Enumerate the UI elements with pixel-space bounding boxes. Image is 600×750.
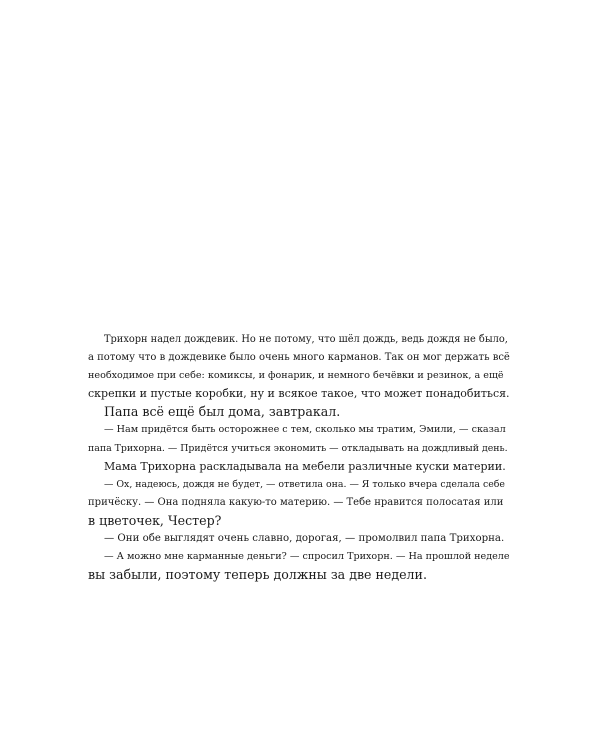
- text-line: папа Трихорна. — Придётся учиться экономить — откладывать на дождливый день.: [88, 442, 508, 454]
- text-line: скрепки и пустые коробки, ну и всякое такое, что может понадобиться.: [88, 387, 510, 401]
- text-line: причёску. — Она подняла какую-то материю. — Тебе нравится полосатая или: [88, 496, 504, 508]
- paragraph: [88, 530, 510, 548]
- text-line: вы забыли, поэтому теперь должны за две недели.: [88, 567, 427, 583]
- paragraph: [88, 421, 510, 457]
- paragraph: [88, 548, 510, 584]
- text-line: — А можно мне карманные деньги? — спросил Трихорн. — На прошлой неделе: [104, 551, 510, 563]
- text-line: — Они обе выглядят очень славно, дорогая, — промолвил папа Трихорна.: [104, 533, 505, 545]
- paragraph: [88, 476, 510, 530]
- text-line: Папа всё ещё был дома, завтракал.: [104, 404, 341, 420]
- text-line: в цветочек, Честер?: [88, 512, 222, 528]
- paragraph: [88, 403, 510, 421]
- text-line: — Ох, надеюсь, дождя не будет, — ответила она. — Я только вчера сделала себе: [104, 478, 505, 490]
- text-line: Трихорн надел дождевик. Но не потому, что шёл дождь, ведь дождя не было,: [104, 334, 508, 345]
- text-line: Мама Трихорна раскладывала на мебели различные куски материи.: [104, 459, 506, 473]
- body-text: [88, 331, 510, 584]
- paragraph: [88, 331, 510, 403]
- text-line: а потому что в дождевике было очень много карманов. Так он мог держать всё: [88, 352, 510, 364]
- text-line: — Нам придётся быть осторожнее с тем, сколько мы тратим, Эмили, — сказал: [104, 424, 506, 436]
- paragraph: [88, 458, 510, 476]
- text-line: необходимое при себе: комиксы, и фонарик, и немного бечёвки и резинок, а ещё: [88, 370, 504, 382]
